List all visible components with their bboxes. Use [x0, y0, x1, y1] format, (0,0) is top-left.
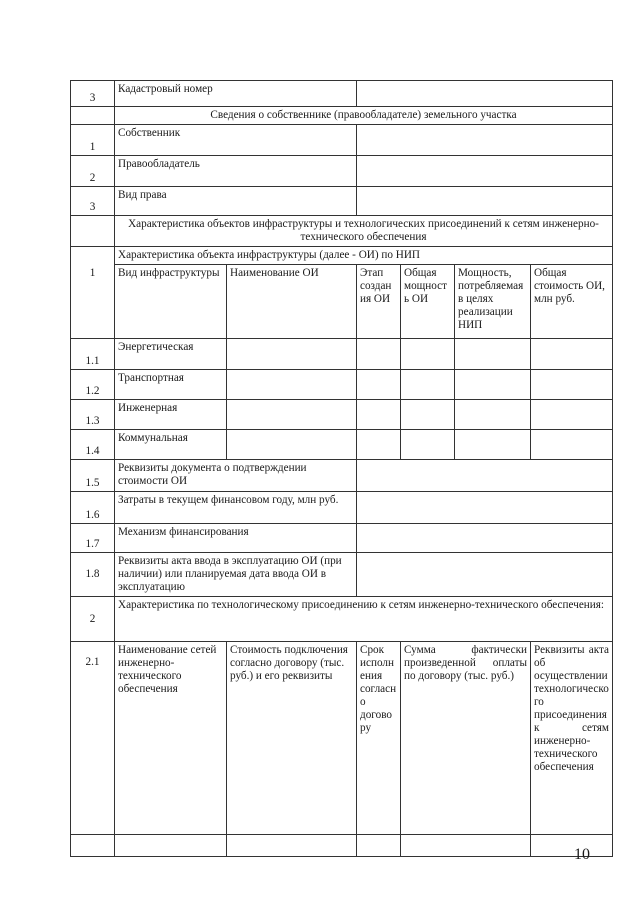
row-label: Правообладатель — [115, 156, 357, 187]
row-label: Вид права — [115, 187, 357, 216]
column-header: Стоимость подключения согласно договору (тыс. руб.) и его реквизиты — [227, 642, 357, 835]
column-header: Этап создания ОИ — [357, 265, 401, 339]
page-number: 10 — [574, 846, 590, 863]
column-header: Вид инфраструктуры — [115, 265, 227, 339]
table-row — [71, 187, 613, 216]
row-number: 1.3 — [71, 400, 115, 430]
row-label: Характеристика по технологическому присоединению к сетям инженерно-технического обеспечения: — [115, 597, 613, 642]
row-number: 1.6 — [71, 492, 115, 524]
row-label: Кадастровый номер — [115, 81, 357, 107]
column-header: Наименование ОИ — [227, 265, 357, 339]
value-cell — [357, 492, 613, 524]
table-row — [71, 492, 613, 524]
row-number: 1.7 — [71, 524, 115, 553]
table-row — [71, 125, 613, 156]
row-number: 1.4 — [71, 430, 115, 460]
table-row — [71, 370, 613, 400]
value-cell — [357, 81, 613, 107]
section-header-row — [71, 216, 613, 247]
table-row — [71, 400, 613, 430]
row-label: Энергетическая — [115, 339, 227, 370]
row-title: Характеристика объекта инфраструктуры (далее - ОИ) по НИП — [115, 247, 613, 265]
table-row — [71, 430, 613, 460]
table-row — [71, 553, 613, 597]
row-number: 2 — [71, 156, 115, 187]
section-header-row — [71, 107, 613, 125]
value-cell — [357, 460, 613, 492]
row-label: Реквизиты документа о подтверждении стоимости ОИ — [115, 460, 357, 492]
row-number: 2.1 — [71, 642, 115, 835]
table-row — [71, 835, 613, 857]
value-cell — [357, 156, 613, 187]
row-number: 3 — [71, 81, 115, 107]
row-label: Собственник — [115, 125, 357, 156]
column-header: Сумма фактически произведенной оплаты по договору (тыс. руб.) — [401, 642, 531, 835]
column-header: Мощность, потребляемая в целях реализации НИП — [455, 265, 531, 339]
table-row — [71, 81, 613, 107]
table-row — [71, 460, 613, 492]
row-number: 1.8 — [71, 553, 115, 597]
table-row — [71, 247, 613, 265]
row-number: 1 — [71, 247, 115, 339]
row-label: Транспортная — [115, 370, 227, 400]
row-number: 2 — [71, 597, 115, 642]
row-label: Механизм финансирования — [115, 524, 357, 553]
column-header: Общая мощность ОИ — [401, 265, 455, 339]
value-cell — [357, 553, 613, 597]
column-header: Реквизиты акта об осуществлении технологического присоединения к сетям инженерно-технического обеспечения — [531, 642, 613, 835]
column-header: Общая стоимость ОИ, млн руб. — [531, 265, 613, 339]
column-header: Срок исполнения согласно договору — [357, 642, 401, 835]
row-label: Реквизиты акта ввода в эксплуатацию ОИ (при наличии) или планируемая дата ввода ОИ в эксплуатацию — [115, 553, 357, 597]
table-row — [71, 339, 613, 370]
table-row — [71, 597, 613, 642]
row-label: Инженерная — [115, 400, 227, 430]
row-number: 1.2 — [71, 370, 115, 400]
land-plot-table — [70, 80, 613, 857]
column-header: Наименование сетей инженерно-технического обеспечения — [115, 642, 227, 835]
table-row — [71, 156, 613, 187]
column-header-row — [71, 642, 613, 835]
column-header-row — [71, 265, 613, 339]
value-cell — [357, 524, 613, 553]
row-number: 3 — [71, 187, 115, 216]
row-number: 1.5 — [71, 460, 115, 492]
row-label: Коммунальная — [115, 430, 227, 460]
section-header: Характеристика объектов инфраструктуры и технологических присоединений к сетям инженерно-технического обеспечения — [115, 216, 613, 247]
table-row — [71, 524, 613, 553]
document-page — [70, 80, 612, 857]
row-number: 1.1 — [71, 339, 115, 370]
section-header: Сведения о собственнике (правообладателе) земельного участка — [115, 107, 613, 125]
value-cell — [357, 187, 613, 216]
value-cell — [357, 125, 613, 156]
row-label: Затраты в текущем финансовом году, млн руб. — [115, 492, 357, 524]
row-number: 1 — [71, 125, 115, 156]
